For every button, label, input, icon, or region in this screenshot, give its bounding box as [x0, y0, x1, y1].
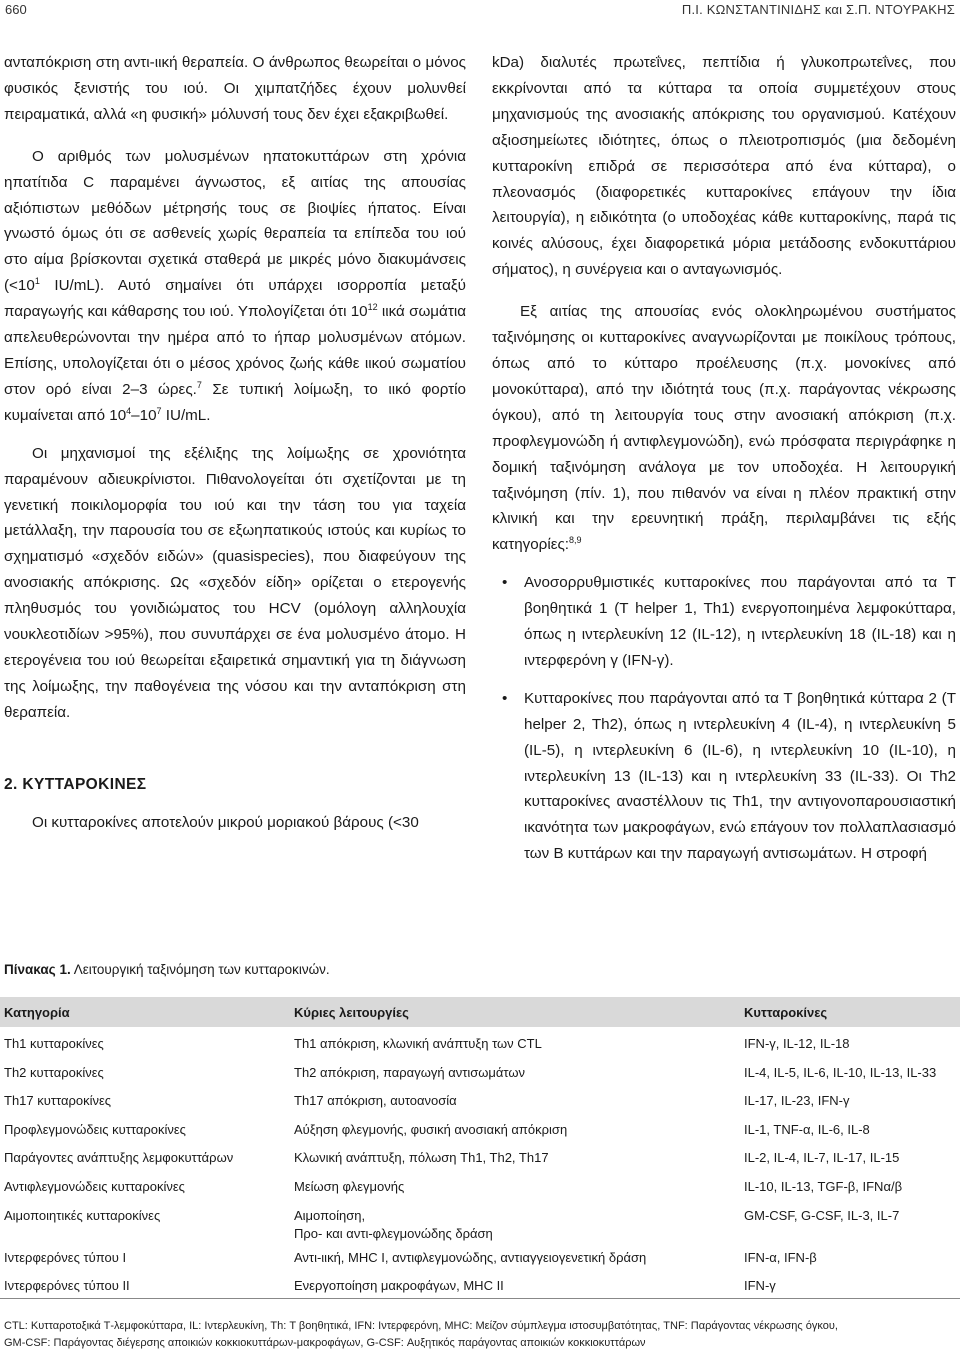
- cell-cytokines: IL-10, IL-13, TGF-β, IFNα/β: [744, 1178, 903, 1194]
- cell-cytokines: IFN-α, IFN-β: [744, 1249, 817, 1265]
- table-header-row: [0, 997, 960, 1027]
- cell-category: Th17 κυτταροκίνες: [4, 1093, 112, 1109]
- header-cytokines: Κυτταροκίνες: [744, 1005, 828, 1020]
- paragraph: Ο αριθμός των μολυσμένων ηπατοκυττάρων στη χρόνια ηπατίτιδα C παραμένει άγνωστος, εξ αιτίας της απουσίας αξιόπιστων μεθόδων μέτρησής τους σε βιοψίες ήπατος. Είναι γνωστό όμως ότι σε ασθενείς χωρίς θεραπεία τα επίπεδα του ιού στο αίμα βρίσκονται σχετικά σταθερά με μικρές μόνο διακυμάνσεις ($<10^1$ IU/mL). Αυτό σημαίνει ότι υπάρχει ισορροπία μεταξύ παραγωγής και κάθαρσης του ιού. Υπολογίζεται ότι $10^{12}$ ιικά σωμάτια απελευθερώνονται την ημέρα από το ήπαρ μολυσμένων ατόμων. Επίσης, υπολογίζεται ότι ο μέσος χρόνος ζωής κάθε ιικού σωματίου στον ορό είναι 2–3 ώρες.$^7$ Σε τυπική λοίμωξη, το ιικό φορτίο κυμαίνεται από $10^4-10^7$ IU/mL.: [4, 147, 466, 424]
- cell-cytokines: IL-4, IL-5, IL-6, IL-10, IL-13, IL-33: [744, 1064, 937, 1080]
- list-item: • Κυτταροκίνες που παράγονται από τα Τ βοηθητικά κύτταρα 2 (T helper 2, Th2), όπως η ιντερλευκίνη 4 (IL-4), η ιντερλευκίνη 5 (IL-5), η ιντερλευκίνη 6 (IL-6), η ιντερλευκίνη 10 (IL-10), η ιντερλευκίνη 13 (IL-13) και η ιντερλευκίνη 33 (IL-33). Οι Th2 κυτταροκίνες αναστέλλουν τις Th1, την αντιγονοπαρουσιαστική ικανότητα των μακροφάγων, ενώ επάγουν τον πολλαπλασιασμό των Β κυττάρων και την παραγωγή αντισωμάτων. Η στροφή: [492, 686, 956, 867]
- table-row: [0, 1241, 960, 1270]
- header-category: Κατηγορία: [4, 1005, 70, 1020]
- footnote-line: GM-CSF: Παράγοντας διέγερσης αποικιών κοκκιοκυττάρων-μακροφάγων, G-CSF: Αυξητικός παράγοντας αποικιών κοκκιοκυττάρων: [4, 1337, 646, 1349]
- table-row: [0, 1056, 960, 1085]
- cytokine-table: [0, 997, 960, 1299]
- cell-category: Ιντερφερόνες τύπου Ι: [4, 1249, 127, 1265]
- cell-cytokines: IL-17, IL-23, IFN-γ: [744, 1093, 850, 1109]
- paragraph: kDa) διαλυτές πρωτεΐνες, πεπτίδια ή γλυκοπρωτεΐνες, που εκκρίνονται από τα κύτταρα τα οποία συμμετέχουν στους μηχανισμούς της ανοσιακής απόκρισης του οργανισμού. Κατέχουν αξιοσημείωτες ιδιότητες, όπως ο πλειοτροπισμός (μια δεδομένη κυτταροκίνη επιδρά σε περισσότερα από ένα κύτταρα), ο πλεονασμός (διαφορετικές κυτταροκίνες επάγουν την ίδια λειτουργία), η ειδικότητα (ο υποδοχέας κάθε κυτταροκίνης, παρά τις κοινές αλύσους, έχει διαφορετικά μόρια μετάδοσης ενδοκυττάριου σήματος), η συνέργεια και ο ανταγωνισμός.: [492, 54, 956, 279]
- section-heading: 2. ΚΥΤΤΑΡΟΚΙΝΕΣ: [4, 775, 147, 793]
- paragraph: Οι κυτταροκίνες αποτελούν μικρού μοριακού βάρους (<30: [32, 813, 419, 831]
- right-column: [492, 50, 956, 879]
- cell-cytokines: IL-1, TNF-α, IL-6, IL-8: [744, 1121, 870, 1137]
- cell-category: Προφλεγμονώδεις κυτταροκίνες: [4, 1121, 186, 1137]
- cell-cytokines: GM-CSF, G-CSF, IL-3, IL-7: [744, 1207, 900, 1223]
- cell-category: Αιμοποιητικές κυτταροκίνες: [4, 1207, 161, 1223]
- paragraph: ανταπόκριση στη αντι-ιική θεραπεία. Ο άνθρωπος θεωρείται ο μόνος φυσικός ξενιστής του ιού. Οι χιμπατζήδες έχουν μολυνθεί πειραματικά, αλλά «η φυσική» μόλυνσή τους δεν έχει εξακριβωθεί.: [4, 54, 466, 123]
- cell-cytokines: IL-2, IL-4, IL-7, IL-17, IL-15: [744, 1150, 900, 1166]
- bullet-icon: •: [502, 689, 508, 707]
- footnote-line: CTL: Κυτταροτοξικά Τ-λεμφοκύτταρα, IL: Ιντερλευκίνη, Th: Τ βοηθητικά, IFN: Ιντερφερόνη, MHC: Μείζον σύμπλεγμα ιστοσυμβατότητας, TNF: Παράγοντας νέκρωσης όγκου,: [4, 1320, 838, 1332]
- table-row: [0, 1141, 960, 1170]
- table-row: [0, 1269, 960, 1298]
- paragraph: Εξ αιτίας της απουσίας ενός ολοκληρωμένου συστήματος ταξινόμησης οι κυτταροκίνες αναγνωρίζονται με ποικίλους τρόπους, όπως από το κύτταρο προέλευσης (π.χ. μονοκίνες από μονοκύτταρα), από την ιδιότητά τους (π.χ. παράγοντας νέκρωσης όγκου), από τη λειτουργία τους στην ανοσιακή απόκριση (π.χ. προφλεγμονώδη ή αντιφλεγμονώδη), ενώ πρόσφατα περιγράφηκε η δομική ταξινόμηση ανάλογα με τον υποδοχέα. Η λειτουργική ταξινόμηση (πίν. 1), που πιθανόν να είναι η πλέον πρακτική στην κλινική και την ερευνητική πράξη, περιλαμβάνει τις εξής κατηγορίες:$^{8,9}$: [492, 303, 956, 554]
- paragraph: Οι μηχανισμοί της εξέλιξης της λοίμωξης σε χρονιότητα παραμένουν αδιευκρίνιστοι. Πιθανολογείται ότι σχετίζονται με τη γενετική ποικιλομορφία του ιού και την τάση του για ταχεία μετάλλαξη, την παρουσία του σε εξωηπατικούς ιστούς και κυρίως το σχηματισμό «σχεδόν ειδών» (quasispecies), που διαφεύγουν της ανοσιακής απόκρισης. Ως «σχεδόν είδη» ορίζεται ο ετερογενής πληθυσμός του γονιδιώματος του HCV (ομόλογη αλληλουχία νουκλεοτιδίων >95%), που συνυπάρχει σε ένα μολυσμένο άτομο. Η ετερογένεια του ιού θεωρείται εξαιρετικά σημαντική για τη διάγνωση της λοίμωξης, την παθογένεια της νόσου και την ανταπόκριση στη θεραπεία.: [4, 444, 466, 721]
- cell-cytokines: IFN-γ, IL-12, IL-18: [744, 1036, 850, 1051]
- cell-functions: Th17 απόκριση, αυτοανοσία: [294, 1093, 457, 1109]
- table-row: [0, 1170, 960, 1199]
- cell-functions: Th2 απόκριση, παραγωγή αντισωμάτων: [294, 1064, 526, 1080]
- cell-functions: Αντι-ιική, MHC I, αντιφλεγμονώδης, αντιαγγειογενετική δράση: [294, 1249, 647, 1265]
- list-item: • Ανοσορρυθμιστικές κυτταροκίνες που παράγονται από τα Τ βοηθητικά 1 (T helper 1, Th1) ενεργοποιημένα λεμφοκύτταρα, όπως η ιντερλευκίνη 12 (IL-12), η ιντερλευκίνη 18 (IL-18) και η ιντερφερόνη γ (IFN-γ).: [492, 570, 956, 674]
- cell-cytokines: IFN-γ: [744, 1278, 776, 1294]
- cell-functions: Αύξηση φλεγμονής, φυσική ανοσιακή απόκριση: [294, 1121, 568, 1137]
- cell-category: Ιντερφερόνες τύπου ΙΙ: [4, 1278, 130, 1294]
- table-footnote: [4, 1318, 960, 1352]
- table-row: [0, 1199, 960, 1241]
- cell-functions: Αιμοποίηση, Προ- και αντι-φλεγμονώδης δράση: [294, 1207, 493, 1241]
- cell-functions: Κλωνική ανάπτυξη, πόλωση Th1, Th2, Th17: [294, 1150, 549, 1166]
- bullet-list: [492, 570, 956, 867]
- table-row: [0, 1113, 960, 1142]
- left-column: [4, 50, 466, 835]
- cell-category: Th2 κυτταροκίνες: [4, 1064, 104, 1080]
- cell-functions: Μείωση φλεγμονής: [294, 1178, 405, 1194]
- cell-functions: Th1 απόκριση, κλωνική ανάπτυξη των CTL: [294, 1036, 542, 1051]
- bullet-icon: •: [502, 574, 508, 592]
- page-header: [0, 0, 960, 30]
- cell-functions: Ενεργοποίηση μακροφάγων, MHC II: [294, 1278, 504, 1294]
- table-row: [0, 1084, 960, 1113]
- running-head: Π.Ι. ΚΩΝΣΤΑΝΤΙΝΙΔΗΣ και Σ.Π. ΝΤΟΥΡΑΚΗΣ: [681, 2, 955, 17]
- cell-category: Παράγοντες ανάπτυξης λεμφοκυττάρων: [4, 1150, 234, 1166]
- cell-category: Αντιφλεγμονώδεις κυτταροκίνες: [4, 1178, 185, 1194]
- cell-category: Th1 κυτταροκίνες: [4, 1036, 104, 1051]
- table-caption: Πίνακας 1. Λειτουργική ταξινόμηση των κυτταροκινών.: [4, 962, 330, 977]
- header-functions: Κύριες λειτουργίες: [294, 1005, 409, 1020]
- table-row: [0, 1027, 960, 1056]
- page-number: 660: [5, 2, 27, 17]
